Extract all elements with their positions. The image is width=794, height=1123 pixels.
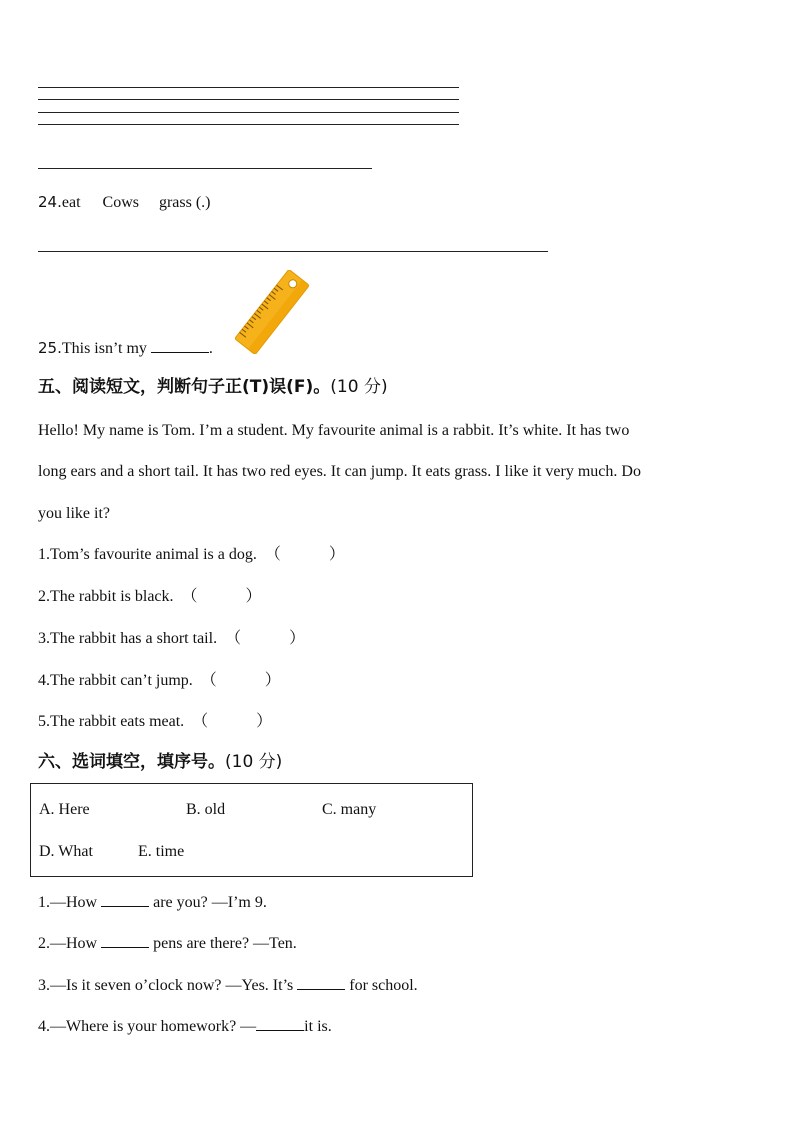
fill-item-text-end: are you? —I’m 9.: [149, 894, 267, 911]
answer-blank[interactable]: [256, 1015, 304, 1031]
fill-item: [38, 974, 418, 996]
fill-item-text-end: it is.: [304, 1018, 332, 1035]
writing-line: [38, 124, 459, 125]
judge-item-text: 2.The rabbit is black.: [38, 588, 174, 605]
passage-line: you like it?: [38, 505, 110, 522]
answer-line: [38, 168, 372, 169]
section-score: (10 分): [225, 752, 283, 772]
fill-item: [38, 1015, 332, 1037]
judge-item: [38, 587, 262, 607]
writing-line: [38, 87, 459, 88]
passage-line: long ears and a short tail. It has two red eyes. It can jump. It eats grass. I like it very much. Do: [38, 463, 641, 480]
writing-line: [38, 99, 459, 100]
word-bank-box: [30, 783, 473, 877]
question-number: 25.: [38, 339, 62, 357]
word: Cows: [102, 194, 139, 211]
answer-blank[interactable]: [151, 337, 209, 353]
option-c: C. many: [322, 801, 377, 818]
option-e: E. time: [138, 843, 185, 860]
option-d: D. What: [39, 843, 93, 860]
section-6-heading: [38, 752, 282, 772]
judge-item: [38, 712, 272, 732]
answer-blank[interactable]: [101, 891, 149, 907]
section-5-heading: [38, 377, 388, 397]
question-text: This isn’t my: [61, 340, 151, 357]
judge-item: [38, 671, 281, 691]
answer-paren[interactable]: （ ）: [192, 713, 273, 730]
fill-item-text: 4.—Where is your homework? —: [38, 1018, 257, 1035]
judge-item-text: 1.Tom’s favourite animal is a dog.: [38, 546, 257, 563]
section-title: 五、阅读短文，判断句子正(T)误(F)。: [38, 377, 331, 397]
answer-line: [38, 251, 548, 252]
answer-paren[interactable]: （ ）: [200, 672, 281, 689]
fill-item-text-end: for school.: [345, 977, 418, 994]
judge-item: [38, 545, 345, 565]
answer-paren[interactable]: （ ）: [225, 630, 306, 647]
answer-blank[interactable]: [297, 974, 345, 990]
word: eat: [61, 194, 81, 211]
section-title: 六、选词填空，填序号。: [38, 752, 225, 772]
answer-paren[interactable]: （ ）: [181, 588, 262, 605]
judge-item-text: 5.The rabbit eats meat.: [38, 713, 185, 730]
question-24: [38, 192, 211, 213]
question-25: [38, 337, 213, 359]
judge-item-text: 4.The rabbit can’t jump.: [38, 672, 193, 689]
section-score: (10 分): [330, 377, 388, 397]
ruler-icon: [234, 270, 310, 354]
passage-line: Hello! My name is Tom. I’m a student. My favourite animal is a rabbit. It’s white. It has two: [38, 422, 630, 439]
fill-item-text: 3.—Is it seven o’clock now? —Yes. It’s: [38, 977, 298, 994]
answer-paren[interactable]: （ ）: [264, 546, 345, 563]
fill-item-text: 2.—How: [38, 935, 102, 952]
judge-item-text: 3.The rabbit has a short tail.: [38, 630, 218, 647]
option-a: A. Here: [39, 801, 90, 818]
answer-blank[interactable]: [101, 932, 149, 948]
word: grass (.): [158, 194, 211, 211]
writing-line: [38, 112, 459, 113]
fill-item: [38, 932, 297, 954]
judge-item: [38, 629, 305, 649]
question-text-end: .: [208, 340, 213, 357]
fill-item: [38, 891, 267, 913]
fill-item-text-end: pens are there? —Ten.: [149, 935, 297, 952]
option-b: B. old: [186, 801, 226, 818]
fill-item-text: 1.—How: [38, 894, 102, 911]
question-number: 24.: [38, 193, 62, 211]
